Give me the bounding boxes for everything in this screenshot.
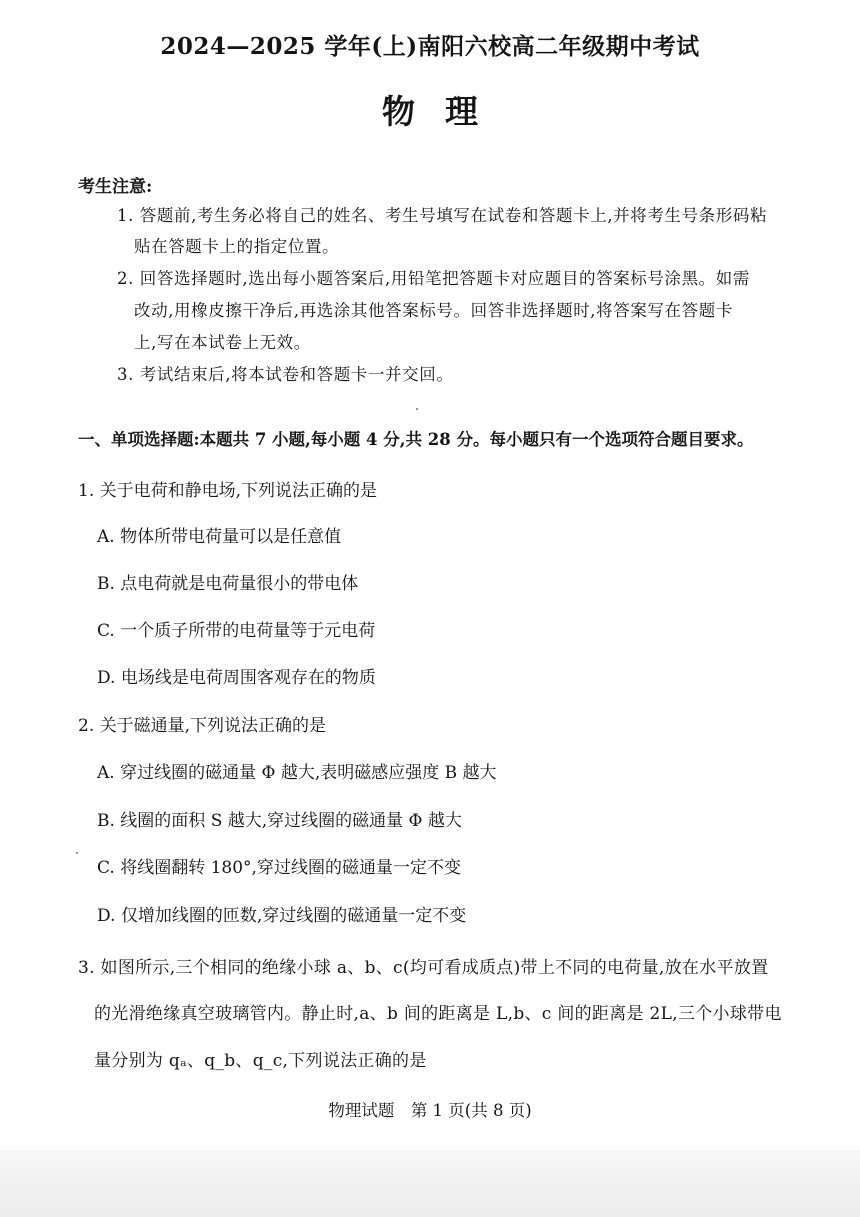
notice-item-1-line-1: 1. 答题前,考生务必将自己的姓名、考生号填写在试卷和答题卡上,并将考生号条形码粘 — [117, 206, 768, 225]
question-1-option-c: C. 一个质子所带的电荷量等于元电荷 — [97, 621, 376, 641]
question-2-option-d: D. 仅增加线圈的匝数,穿过线圈的磁通量一定不变 — [97, 906, 467, 926]
question-1-option-b: B. 点电荷就是电荷量很小的带电体 — [97, 574, 359, 594]
section-1-heading: 一、单项选择题:本题共 7 小题,每小题 4 分,共 28 分。每小题只有一个选项符合题目要求。 — [78, 430, 754, 449]
question-3-stem-line-3: 量分别为 qₐ、q_b、q_c,下列说法正确的是 — [94, 1051, 427, 1071]
notice-item-3: 3. 考试结束后,将本试卷和答题卡一并交回。 — [117, 365, 454, 384]
scan-speck — [76, 852, 78, 854]
exam-title: 2024—2025 学年(上)南阳六校高二年级期中考试 — [160, 33, 700, 60]
question-2-option-a: A. 穿过线圈的磁通量 Φ 越大,表明磁感应强度 B 越大 — [97, 763, 497, 783]
notice-item-2-line-2: 改动,用橡皮擦干净后,再选涂其他答案标号。回答非选择题时,将答案写在答题卡 — [134, 301, 733, 320]
notice-heading: 考生注意: — [78, 177, 153, 197]
question-1-stem: 1. 关于电荷和静电场,下列说法正确的是 — [78, 481, 378, 501]
question-1-option-d: D. 电场线是电荷周围客观存在的物质 — [97, 668, 376, 688]
notice-item-2-line-1: 2. 回答选择题时,选出每小题答案后,用铅笔把答题卡对应题目的答案标号涂黑。如需 — [117, 269, 750, 288]
question-1-option-a: A. 物体所带电荷量可以是任意值 — [97, 527, 342, 547]
question-2-stem: 2. 关于磁通量,下列说法正确的是 — [78, 716, 327, 736]
scan-speck — [416, 408, 418, 410]
notice-item-1-line-2: 贴在答题卡上的指定位置。 — [134, 237, 340, 256]
subject-title: 物理 — [382, 92, 508, 131]
page-footer: 物理试题 第 1 页(共 8 页) — [328, 1101, 532, 1120]
scan-shadow — [0, 1150, 860, 1217]
question-3-stem-line-2: 的光滑绝缘真空玻璃管内。静止时,a、b 间的距离是 L,b、c 间的距离是 2L,三个小球带电 — [94, 1004, 782, 1024]
question-3-stem-line-1: 3. 如图所示,三个相同的绝缘小球 a、b、c(均可看成质点)带上不同的电荷量,放在水平放置 — [78, 958, 769, 978]
notice-item-2-line-3: 上,写在本试卷上无效。 — [134, 333, 311, 352]
question-2-option-c: C. 将线圈翻转 180°,穿过线圈的磁通量一定不变 — [97, 858, 461, 878]
question-2-option-b: B. 线圈的面积 S 越大,穿过线圈的磁通量 Φ 越大 — [97, 811, 462, 831]
